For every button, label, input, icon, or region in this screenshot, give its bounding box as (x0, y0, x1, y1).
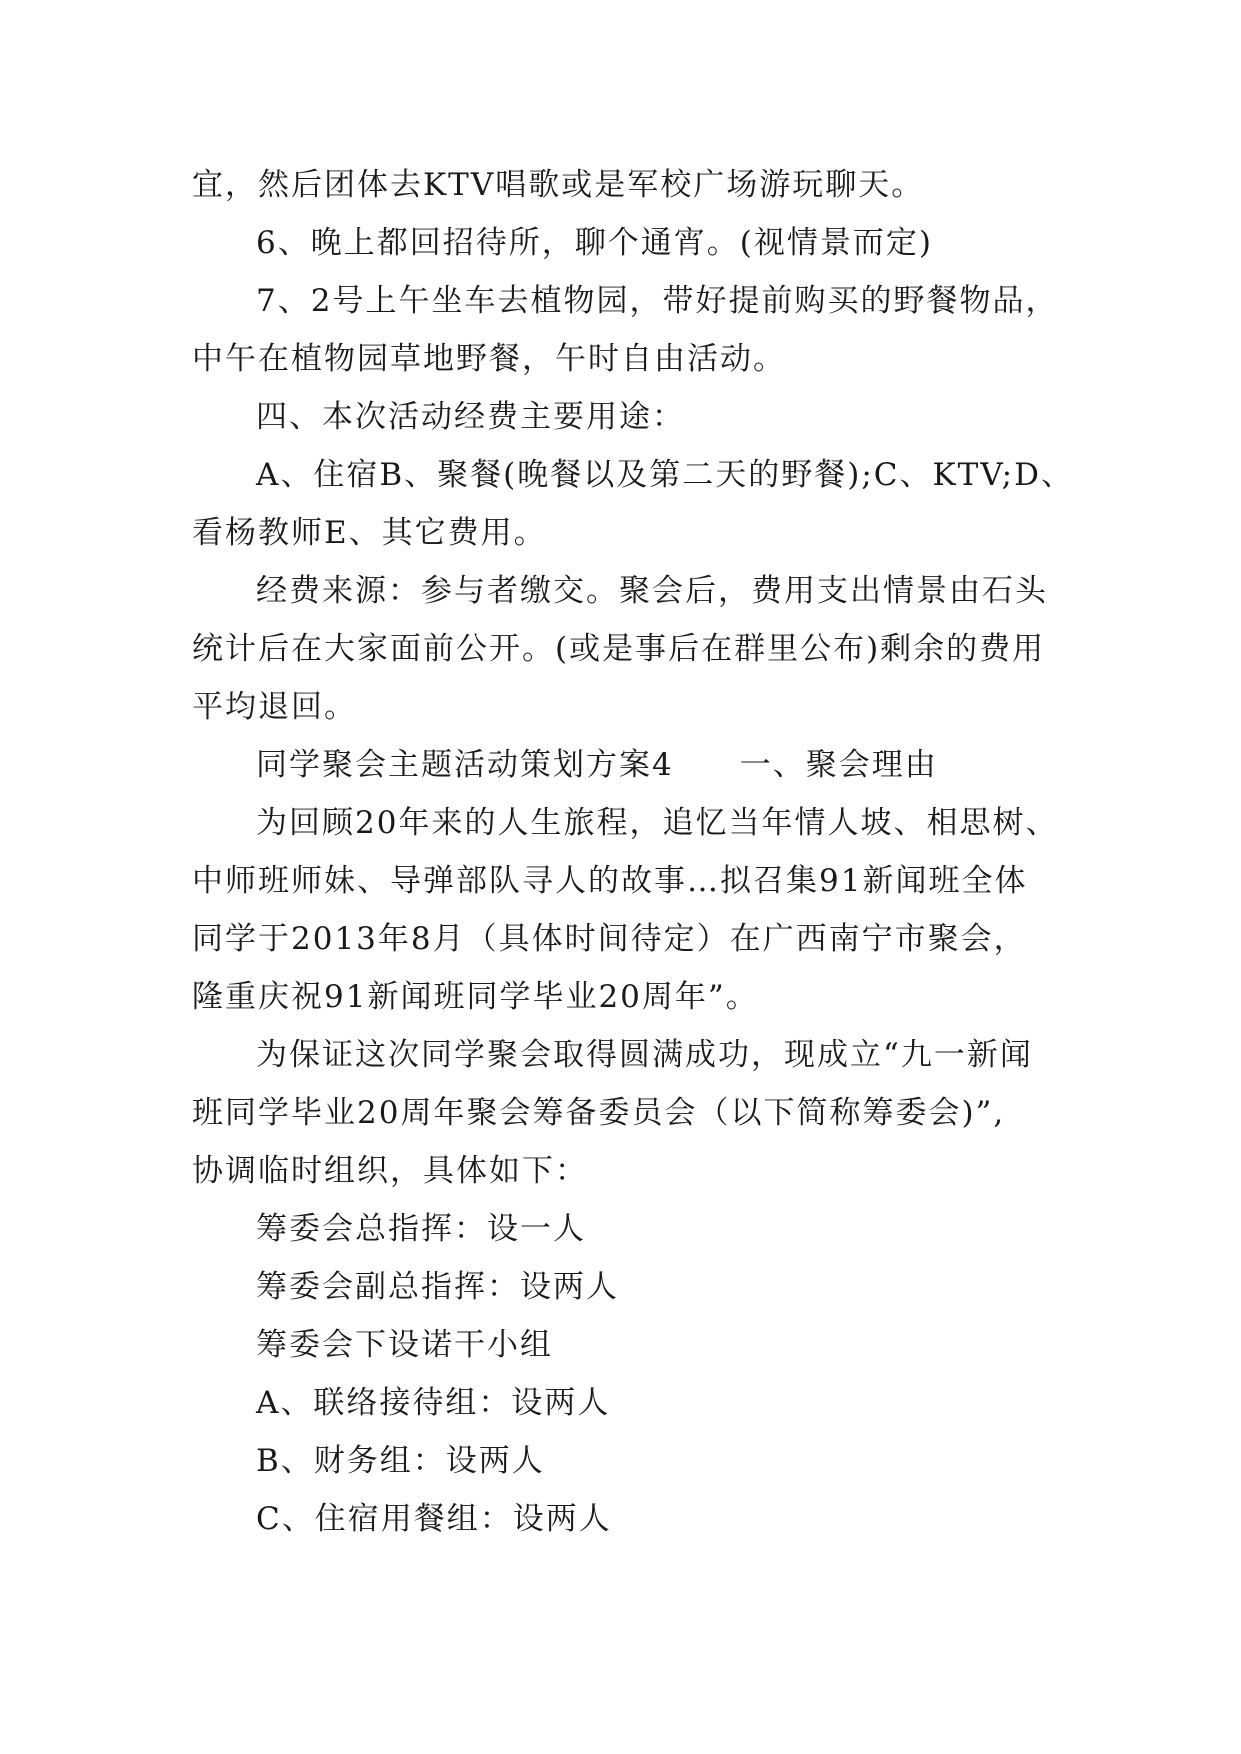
section-heading: 四、本次活动经费主要用途： (256, 399, 685, 435)
text-line: 隆重庆祝91新闻班同学毕业20周年”。 (192, 979, 759, 1015)
text-line: 为保证这次同学聚会取得圆满成功，现成立“九一新闻 (256, 1037, 1033, 1073)
text-line: 中午在植物园草地野餐，午时自由活动。 (192, 341, 786, 377)
list-item: C、住宿用餐组：设两人 (256, 1501, 612, 1537)
text-line: 协调临时组织，具体如下： (192, 1153, 588, 1189)
list-item: 筹委会下设诺干小组 (256, 1327, 553, 1363)
text-line: 宜，然后团体去KTV唱歌或是军校广场游玩聊天。 (192, 167, 925, 203)
text-line: 经费来源：参与者缴交。聚会后，费用支出情景由石头 (256, 573, 1048, 609)
text-line: 为回顾20年来的人生旅程，追忆当年情人坡、相思树、 (256, 805, 1059, 841)
text-line: 统计后在大家面前公开。(或是事后在群里公布)剩余的费用 (192, 631, 1046, 667)
document-body (192, 156, 1074, 1548)
text-line: 平均退回。 (192, 689, 357, 725)
list-item: A、联络接待组：设两人 (256, 1385, 611, 1421)
text-line: 同学于2013年8月（具体时间待定）在广西南宁市聚会， (192, 921, 1027, 957)
text-line: 6、晚上都回招待所，聊个通宵。(视情景而定) (256, 225, 933, 261)
text-line: 看杨教师E、其它费用。 (192, 515, 547, 551)
text-line: 中师班师妹、导弹部队寻人的故事…拟召集91新闻班全体 (192, 863, 1028, 899)
list-item: 筹委会总指挥：设一人 (256, 1211, 586, 1247)
section-heading: 同学聚会主题活动策划方案4 一、聚会理由 (256, 747, 938, 783)
text-line: 7、2号上午坐车去植物园，带好提前购买的野餐物品， (256, 283, 1059, 319)
text-line: 班同学毕业20周年聚会筹备委员会（以下简称筹委会)”, (192, 1095, 1006, 1131)
list-item: 筹委会副总指挥：设两人 (256, 1269, 619, 1305)
text-line: A、住宿B、聚餐(晚餐以及第二天的野餐);C、KTV;D、 (256, 457, 1074, 493)
list-item: B、财务组：设两人 (256, 1443, 545, 1479)
